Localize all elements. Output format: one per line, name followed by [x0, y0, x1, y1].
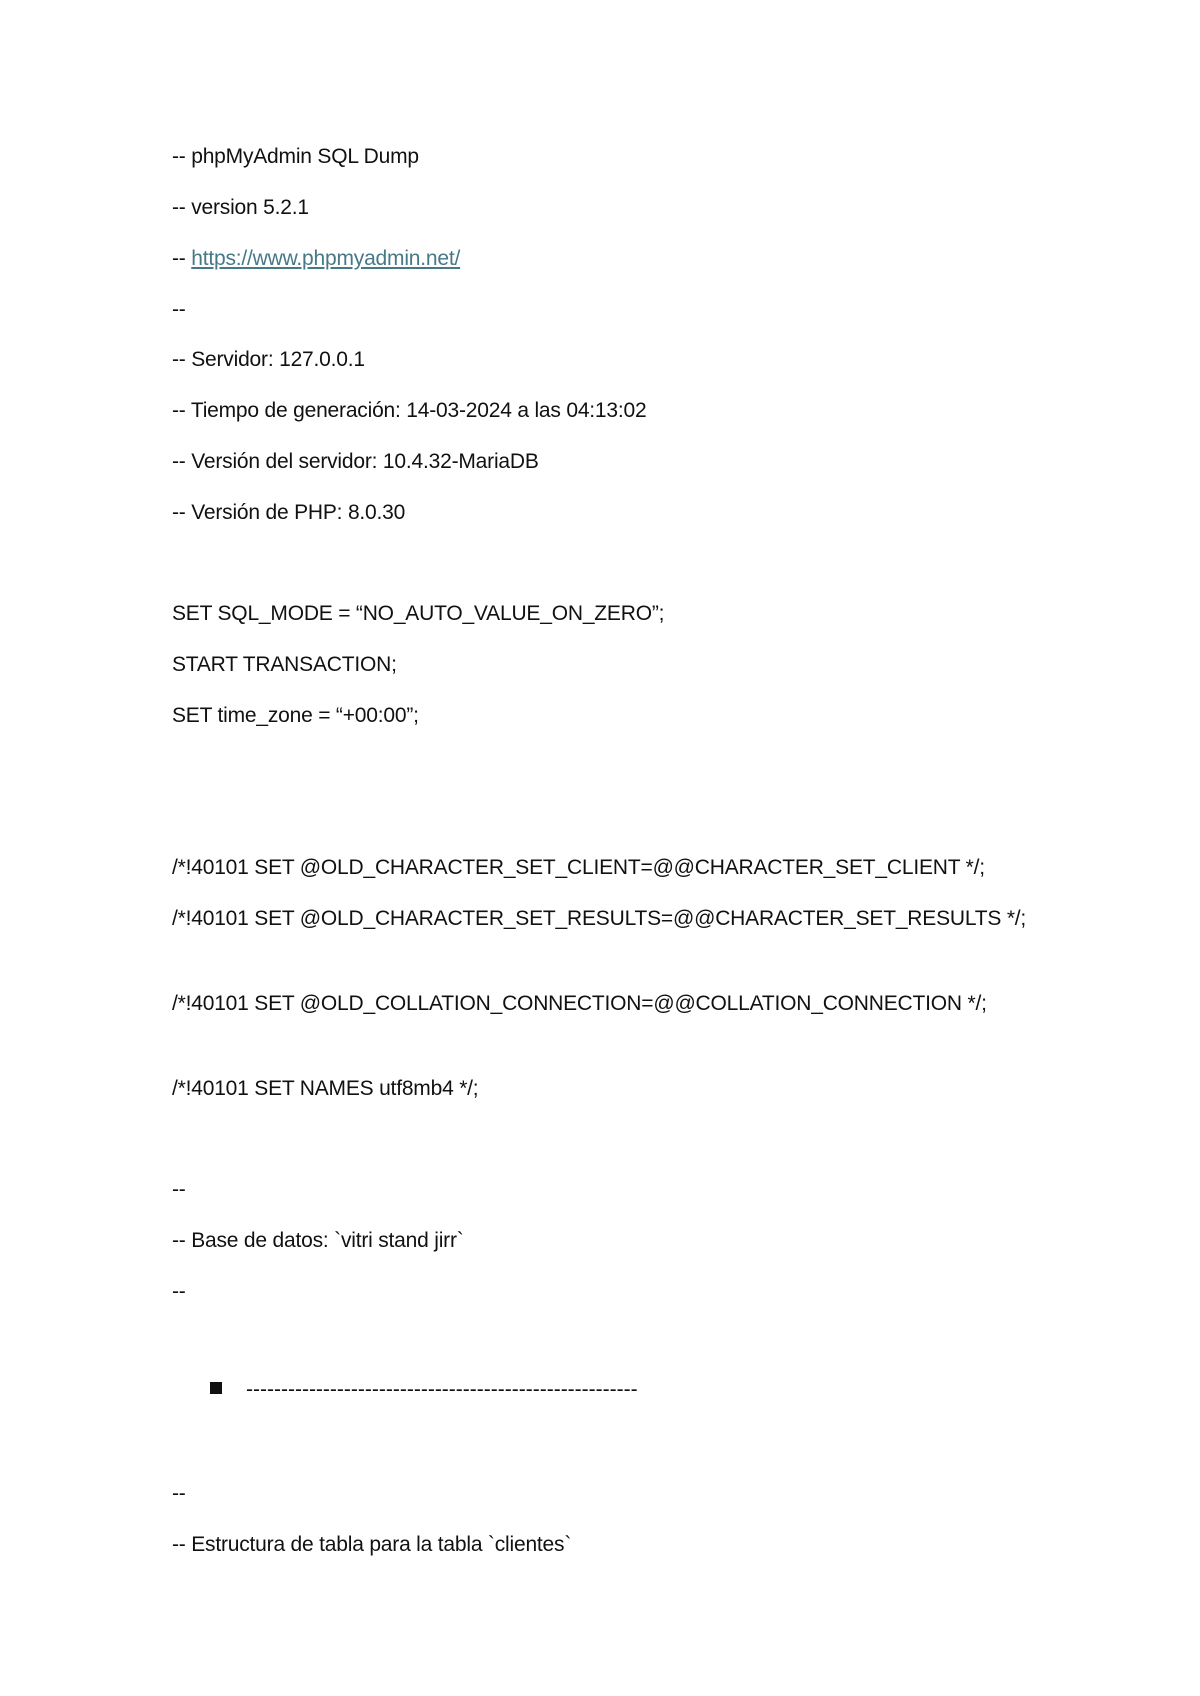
sql-comment-line: -- Versión del servidor: 10.4.32-MariaDB [172, 450, 539, 473]
square-bullet-icon [210, 1382, 222, 1394]
sql-comment-line: -- [172, 1482, 186, 1505]
comment-prefix: -- [172, 247, 192, 270]
sql-comment-line: -- Servidor: 127.0.0.1 [172, 348, 365, 371]
sql-comment-line: -- Tiempo de generación: 14-03-2024 a las 04:13:02 [172, 399, 647, 422]
sql-directive-line: /*!40101 SET @OLD_CHARACTER_SET_CLIENT=@@CHARACTER_SET_CLIENT */; [172, 856, 985, 879]
sql-statement-line: SET time_zone = “+00:00”; [172, 704, 419, 727]
sql-comment-line: -- Base de datos: `vitri stand jirr` [172, 1229, 464, 1252]
sql-comment-line: -- phpMyAdmin SQL Dump [172, 145, 419, 168]
sql-directive-line: /*!40101 SET NAMES utf8mb4 */; [172, 1077, 479, 1100]
sql-statement-line: START TRANSACTION; [172, 653, 397, 676]
sql-comment-line: -- version 5.2.1 [172, 196, 309, 219]
sql-directive-line: /*!40101 SET @OLD_CHARACTER_SET_RESULTS=@@CHARACTER_SET_RESULTS */; [172, 907, 1027, 930]
phpmyadmin-link[interactable]: https://www.phpmyadmin.net/ [191, 247, 461, 270]
sql-comment-line: -- Estructura de tabla para la tabla `clientes` [172, 1533, 572, 1556]
sql-comment-line: -- [172, 1280, 186, 1303]
sql-comment-line: -- [172, 1178, 186, 1201]
sql-statement-line: SET SQL_MODE = “NO_AUTO_VALUE_ON_ZERO”; [172, 602, 665, 625]
sql-comment-line [172, 242, 460, 276]
separator-dashes: -------------------------------------------------------- [246, 1378, 638, 1401]
sql-comment-line: -- [172, 298, 186, 321]
sql-directive-line: /*!40101 SET @OLD_COLLATION_CONNECTION=@@COLLATION_CONNECTION */; [172, 992, 987, 1015]
sql-comment-line: -- Versión de PHP: 8.0.30 [172, 501, 406, 524]
separator-bullet-item [210, 1373, 638, 1407]
